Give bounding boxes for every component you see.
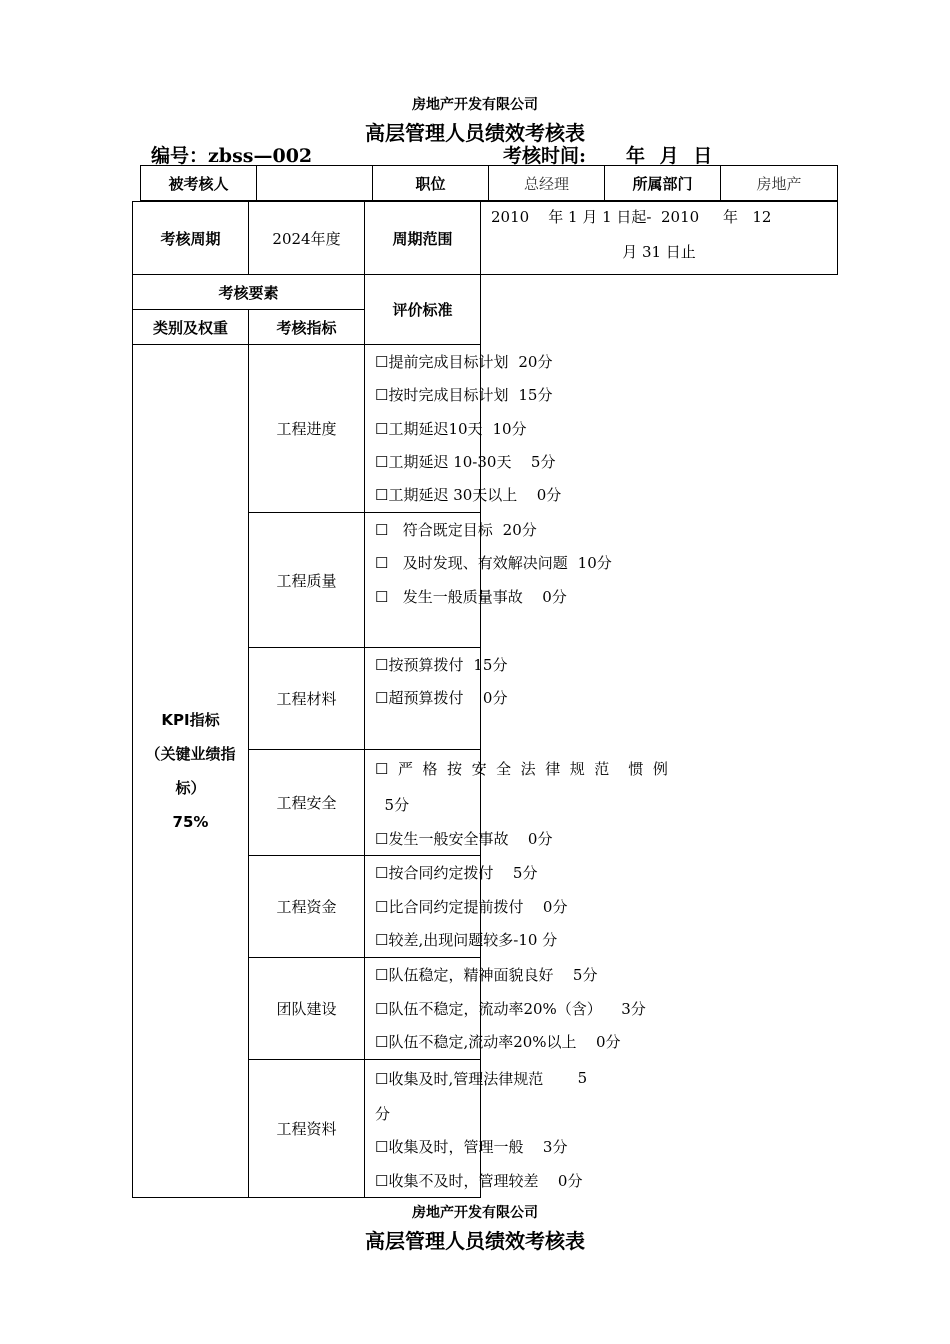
criteria-item: [375, 378, 553, 411]
criteria-item: [375, 1096, 472, 1130]
indicator-funds: 工程资金: [249, 856, 365, 958]
form-title: 高层管理人员绩效考核表: [365, 121, 585, 145]
footer-form-title: 高层管理人员绩效考核表: [365, 1229, 585, 1253]
criteria-checkbox-text[interactable]: ☐发生一般安全事故: [375, 830, 509, 849]
criteria-item: [375, 786, 472, 822]
criteria-checkbox-text[interactable]: ☐提前完成目标计划: [375, 353, 509, 372]
department-value: 房地产: [721, 166, 838, 201]
criteria-checkbox-text[interactable]: ☐ 发生一般质量事故: [375, 587, 523, 606]
assessee-label: 被考核人: [141, 166, 257, 201]
criteria-checkbox-text[interactable]: ☐收集及时,管理法律规范: [375, 1069, 544, 1088]
criteria-checkbox-text[interactable]: ☐队伍不稳定，流动率20%（含）: [375, 999, 602, 1018]
indicator-quality: 工程质量: [249, 513, 365, 648]
criteria-checkbox-text[interactable]: ☐按时完成目标计划: [375, 386, 509, 405]
criteria-points: 0分: [536, 486, 562, 505]
criteria-item: [375, 856, 538, 889]
assessment-time-label: 考核时间:: [503, 145, 587, 167]
assessment-date: 年 月 日: [626, 145, 717, 167]
criteria-points: 0分: [557, 1171, 583, 1190]
criteria-checkbox-text[interactable]: ☐ 符合既定目标: [375, 521, 493, 540]
criteria-points: 15分: [473, 656, 508, 675]
category-line3: 标）: [175, 779, 206, 798]
criteria-checkbox-text[interactable]: ☐工期延迟10天: [375, 419, 483, 438]
criteria-continuation: 5分: [375, 795, 410, 814]
criteria-checkbox-text[interactable]: ☐工期延迟 10-30天: [375, 453, 512, 472]
criteria-points: 5分: [512, 864, 538, 883]
criteria-funds: [365, 856, 568, 958]
criteria-points: 5分: [530, 453, 556, 472]
period-value: 2024年度: [249, 202, 365, 275]
department-label: 所属部门: [605, 166, 721, 201]
criteria-item: [375, 648, 508, 681]
criteria-item: [375, 345, 553, 378]
criteria-checkbox-text[interactable]: ☐比合同约定提前拨付: [375, 897, 524, 916]
company-name: 房地产开发有限公司: [412, 97, 538, 113]
criteria-points: 0分: [596, 1033, 621, 1052]
criteria-checkbox-text[interactable]: ☐队伍稳定，精神面貌良好: [375, 966, 554, 985]
criteria-item: [375, 750, 668, 786]
period-range-line2: 月 31 日止: [622, 243, 696, 261]
criteria-checkbox-text[interactable]: ☐ 严 格 按 安 全 法 律 规 范 惯 例: [375, 759, 668, 778]
criteria-checkbox-text[interactable]: ☐收集及时，管理一般: [375, 1138, 524, 1157]
criteria-item: [375, 958, 598, 991]
criteria-points: 3分: [542, 1138, 568, 1157]
criteria-points: 0分: [527, 830, 553, 849]
criteria-documents: [365, 1060, 588, 1198]
period-range-label: 周期范围: [365, 202, 481, 275]
criteria-points: 20分: [518, 353, 553, 372]
category-header: 类别及权重: [133, 310, 249, 345]
period-range-value: [481, 202, 838, 275]
elements-header: 考核要素: [133, 275, 365, 310]
criteria-points: 5分: [572, 966, 598, 985]
indicator-safety: 工程安全: [249, 750, 365, 856]
criteria-points: 10分: [577, 554, 612, 573]
criteria-item: [375, 681, 508, 714]
criteria-checkbox-text[interactable]: ☐按合同约定拨付: [375, 864, 494, 883]
category-cell: [133, 345, 249, 1198]
criteria-item: [375, 890, 568, 923]
criteria-points: -10 分: [513, 931, 558, 950]
criteria-item: [375, 478, 562, 511]
criteria-progress: [365, 345, 562, 513]
criteria-points: 0分: [482, 689, 508, 708]
period-range-line1: 2010 年 1 月 1 日起- 2010 年 12: [491, 208, 772, 226]
criteria-item: [375, 1130, 568, 1163]
criteria-item: [375, 992, 646, 1025]
criteria-points: 10分: [492, 419, 527, 438]
criteria-continuation: 分: [375, 1104, 391, 1123]
info-table: [140, 165, 838, 201]
position-label: 职位: [373, 166, 489, 201]
indicator-team: 团队建设: [249, 958, 365, 1060]
indicator-documents: 工程资料: [249, 1060, 365, 1198]
criteria-points: 0分: [542, 587, 567, 606]
criteria-item: [375, 1025, 621, 1058]
form-code: 编号：zbss—002: [151, 145, 313, 167]
position-value: 总经理: [489, 166, 605, 201]
assessment-table: [132, 201, 838, 1198]
criteria-points: 15分: [518, 386, 553, 405]
criteria-item: [375, 513, 537, 546]
criteria-item: [375, 822, 553, 855]
indicator-materials: 工程材料: [249, 648, 365, 750]
criteria-points: 0分: [542, 897, 568, 916]
criteria-checkbox-text[interactable]: ☐队伍不稳定,流动率20%以上: [375, 1033, 577, 1052]
category-line2: （关键业绩指: [145, 745, 236, 764]
criteria-item: [375, 546, 612, 579]
criteria-quality: [365, 513, 612, 648]
criteria-checkbox-text[interactable]: ☐工期延迟 30天以上: [375, 486, 518, 505]
criteria-checkbox-text[interactable]: ☐超预算拨付: [375, 689, 464, 708]
criteria-item: [375, 1060, 588, 1096]
criteria-item: [375, 1164, 583, 1197]
category-line1: KPI指标: [161, 711, 220, 730]
criteria-checkbox-text[interactable]: ☐ 及时发现、有效解决问题: [375, 554, 568, 573]
criteria-checkbox-text[interactable]: ☐较差,出现问题较多: [375, 931, 514, 950]
criteria-team: [365, 958, 646, 1060]
assessee-value[interactable]: [257, 166, 373, 201]
footer-company-name: 房地产开发有限公司: [412, 1205, 538, 1221]
criteria-header: 评价标准: [365, 275, 481, 345]
criteria-points: 5: [577, 1069, 588, 1088]
indicator-progress: 工程进度: [249, 345, 365, 513]
criteria-points: 20分: [502, 521, 537, 540]
criteria-item: [375, 923, 558, 956]
criteria-item: [375, 412, 527, 445]
indicator-header: 考核指标: [249, 310, 365, 345]
criteria-item: [375, 580, 567, 613]
criteria-checkbox-text[interactable]: ☐按预算拨付: [375, 656, 464, 675]
criteria-checkbox-text[interactable]: ☐收集不及时，管理较差: [375, 1171, 539, 1190]
category-weight: 75%: [172, 813, 209, 832]
criteria-points: 3分: [621, 999, 646, 1018]
criteria-item: [375, 445, 556, 478]
period-label: 考核周期: [133, 202, 249, 275]
criteria-safety: [365, 750, 668, 856]
criteria-materials: [365, 648, 508, 750]
